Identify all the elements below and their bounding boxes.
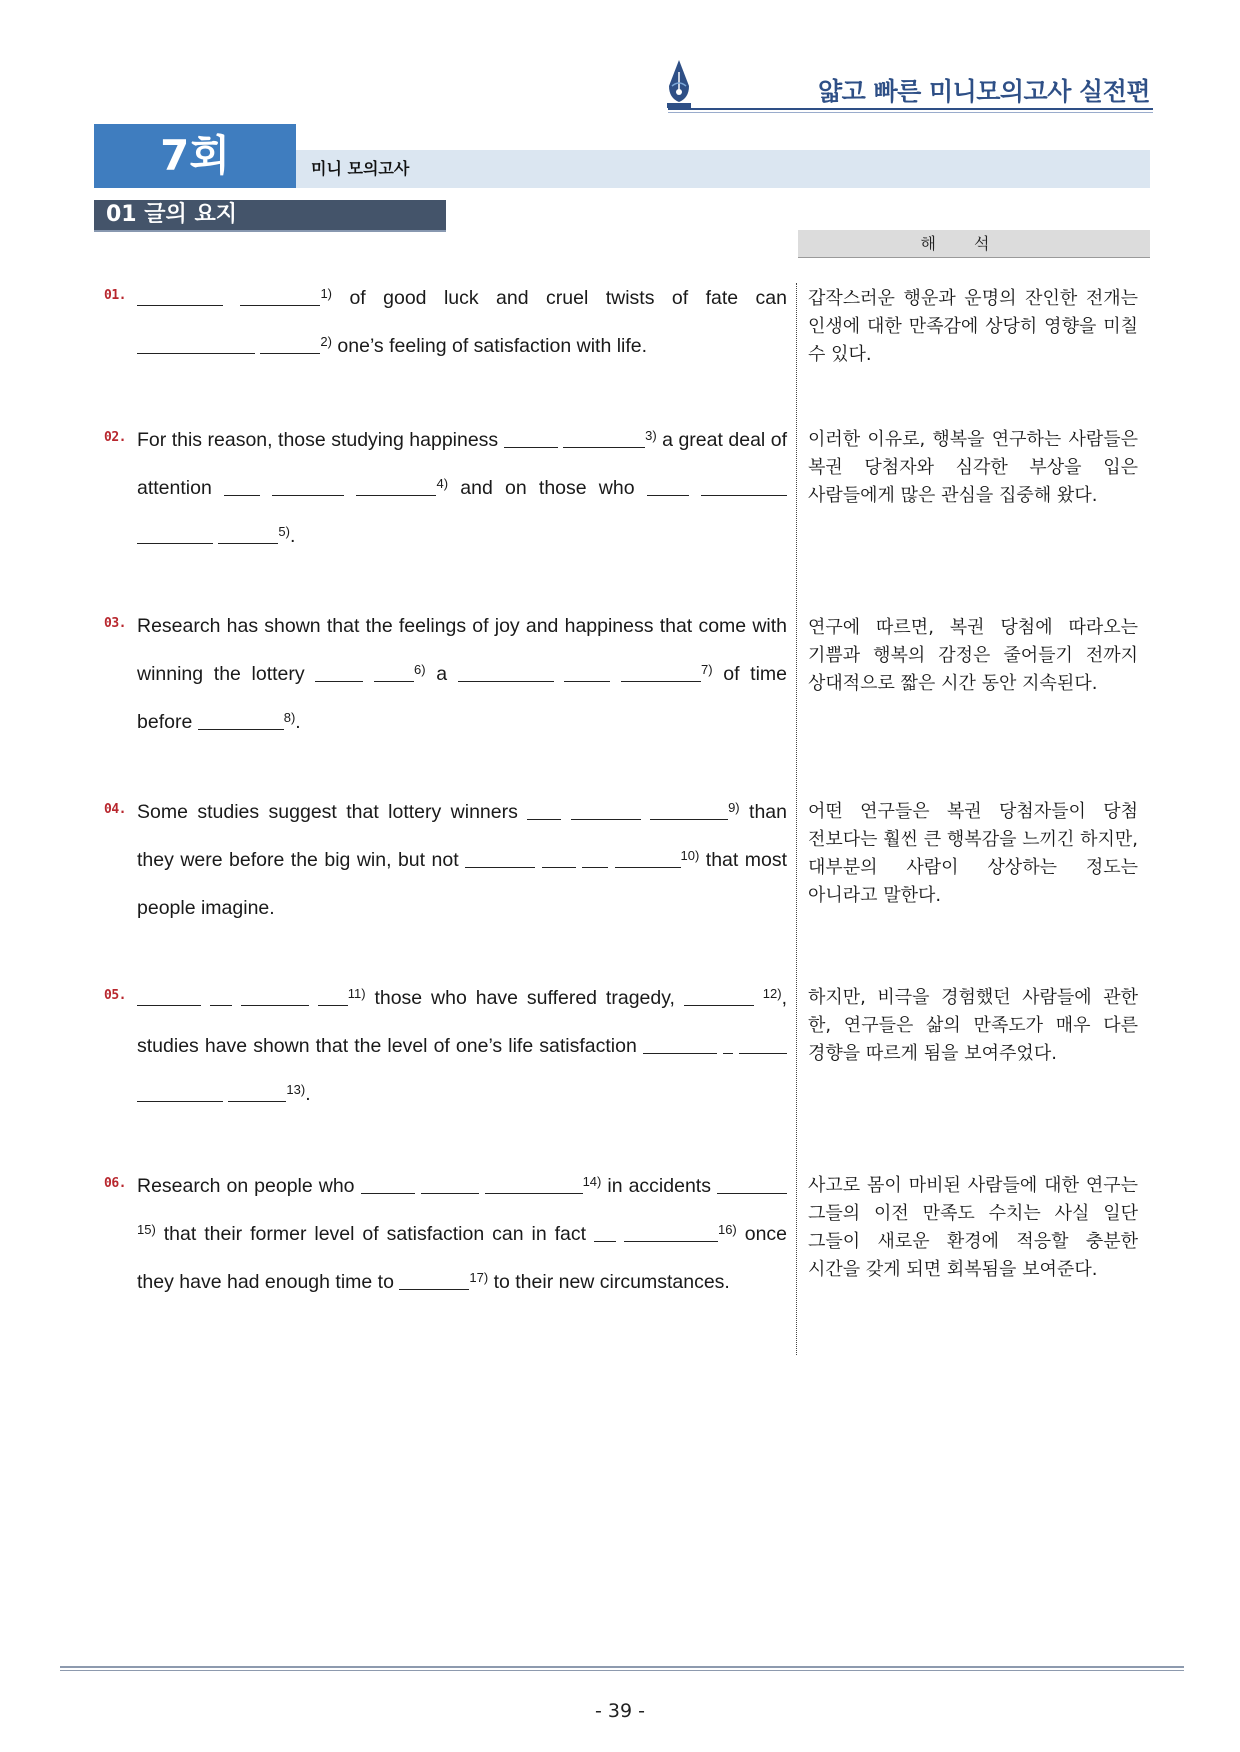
english-text: come with winning the lottery [137,615,787,685]
english-text: a great [662,429,723,451]
blank[interactable] [421,1171,479,1194]
column-divider [796,283,797,1355]
book-title: 얇고 빠른 미니모의고사 실전편 [817,77,1150,106]
blank-marker: 4) [436,476,449,491]
english-text: . [289,525,296,547]
blank[interactable] [240,283,320,306]
english-text: those who have suffered tragedy, [374,987,675,1009]
blank-marker: 7) [701,662,713,677]
english-text: in accidents [607,1175,711,1197]
english-text: and on those who [460,477,635,499]
english-text: that their former level of satisfaction can in fact [163,1223,587,1245]
blank[interactable] [621,659,701,682]
blank[interactable] [137,283,223,306]
blank[interactable] [458,659,554,682]
english-text: of good luck and cruel twists of fate can [349,287,787,309]
blank[interactable] [527,797,561,820]
blank[interactable] [374,659,414,682]
item-english [137,788,787,932]
blank[interactable] [684,983,754,1006]
blank[interactable] [594,1219,616,1242]
blank[interactable] [571,797,641,820]
section-rule [94,230,446,232]
item-korean: 사고로 몸이 마비된 사람들에 대한 연구는 그들의 이전 만족도 수치는 사실 일단 그들이 새로운 환경에 적응할 충분한 시간을 갖게 되면 회복됨을 보여준다. [808,1175,1138,1280]
english-text: For this reason, those studying happiness [137,429,499,451]
blank[interactable] [224,473,260,496]
page-number: - 39 - [595,1700,645,1722]
english-text: that most people imagine. [137,849,788,919]
item-english [137,602,787,746]
blank[interactable] [356,473,436,496]
blank[interactable] [564,659,610,682]
item-korean: 갑작스러운 행운과 운명의 잔인한 전개는 인생에 대한 만족감에 상당히 영향을 미칠 수 있다. [808,288,1138,365]
section-title: 01 글의 요지 [94,200,446,230]
header-rule-thin [668,112,1153,113]
blank[interactable] [137,521,213,544]
footer-rule-thin [60,1670,1184,1671]
blank[interactable] [272,473,344,496]
item-number: 06. [104,1176,126,1191]
blank[interactable] [615,845,681,868]
item-number: 04. [104,802,126,817]
blank-marker: 9) [728,800,740,815]
blank[interactable] [650,797,728,820]
english-text: deal of attention [137,429,787,499]
english-text: Research on people who [137,1175,355,1197]
english-text: than they were before the big win, but not [137,801,787,871]
blank[interactable] [137,983,201,1006]
english-text: of time before [137,663,787,733]
blank[interactable] [542,845,576,868]
blank[interactable] [643,1031,717,1054]
footer-rule [60,1666,1184,1668]
item-korean: 이러한 이유로, 행복을 연구하는 사람들은 복권 당첨자와 심각한 부상을 입은 사람들에게 많은 관심을 집중해 왔다. [808,429,1138,506]
blank-marker: 17) [469,1270,489,1285]
blank[interactable] [210,983,232,1006]
blank[interactable] [647,473,689,496]
item-number: 02. [104,430,126,445]
english-text: their new circumstances. [515,1271,730,1293]
english-text: , studies have shown that the level of one’s life satisfaction [137,987,787,1057]
blank[interactable] [485,1171,583,1194]
blank-marker: 16) [717,1222,737,1237]
blank[interactable] [624,1219,718,1242]
blank-marker: 6) [413,662,426,677]
english-text: Some studies suggest that lottery winners [137,801,518,823]
item-english [137,416,787,560]
item-korean: 하지만, 비극을 경험했던 사람들에 관한 한, 연구들은 삶의 만족도가 매우 다른 경향을 따르게 됨을 보여주었다. [808,987,1138,1064]
blank[interactable] [739,1031,787,1054]
blank[interactable] [318,983,348,1006]
blank[interactable] [399,1267,469,1290]
item-number: 03. [104,616,126,631]
blank-marker: 2) [320,334,332,349]
blank-marker: 8) [283,710,296,725]
blank[interactable] [582,845,608,868]
blank[interactable] [465,845,535,868]
blank-marker: 1) [320,286,332,301]
translation-header: 해석 [798,230,1150,257]
blank[interactable] [260,331,320,354]
blank-marker: 10) [680,848,700,863]
chapter-number: 7회 [94,124,296,188]
blank[interactable] [504,425,558,448]
item-english [137,1162,787,1306]
blank-marker: 5) [278,524,290,539]
blank[interactable] [218,521,278,544]
blank[interactable] [723,1031,733,1054]
fountain-pen-nib-icon [664,58,694,110]
english-text: one’s feeling of satisfaction with life. [337,335,648,357]
header-rule [668,108,1153,110]
blank-marker: 15) [137,1222,156,1237]
blank-marker: 3) [645,428,657,443]
item-korean: 어떤 연구들은 복권 당첨자들이 당첨 전보다는 훨씬 큰 행복감을 느끼긴 하지만, 대부분의 사람이 상상하는 정도는 아니라고 말한다. [808,801,1138,906]
blank[interactable] [137,1079,223,1102]
english-text: a [436,663,448,685]
chapter-strip [296,150,1150,188]
item-number: 05. [104,988,126,1003]
chapter-subtitle: 미니 모의고사 [311,159,410,178]
english-text: Research has shown that the feelings of joy and happiness that [137,615,693,637]
english-text: . [305,1083,311,1105]
english-text: to [493,1271,510,1293]
item-number: 01. [104,288,126,303]
blank[interactable] [717,1171,787,1194]
blank[interactable] [701,473,787,496]
item-korean: 연구에 따르면, 복권 당첨에 따라오는 기쁨과 행복의 감정은 줄어들기 전까지 상대적으로 짧은 시간 동안 지속된다. [808,617,1138,694]
blank[interactable] [361,1171,415,1194]
translation-header-rule [798,257,1150,258]
blank[interactable] [228,1079,286,1102]
blank[interactable] [315,659,363,682]
english-text: once they have had enough time to [137,1223,788,1293]
blank[interactable] [137,331,255,354]
blank-marker: 13) [286,1082,306,1097]
blank-marker: 12) [762,986,782,1001]
item-english [137,974,787,1118]
blank-marker: 14) [582,1174,602,1189]
blank-marker: 11) [347,986,366,1001]
english-text: . [295,711,301,733]
blank[interactable] [241,983,309,1006]
blank[interactable] [198,707,284,730]
blank[interactable] [563,425,645,448]
item-english [137,274,787,370]
